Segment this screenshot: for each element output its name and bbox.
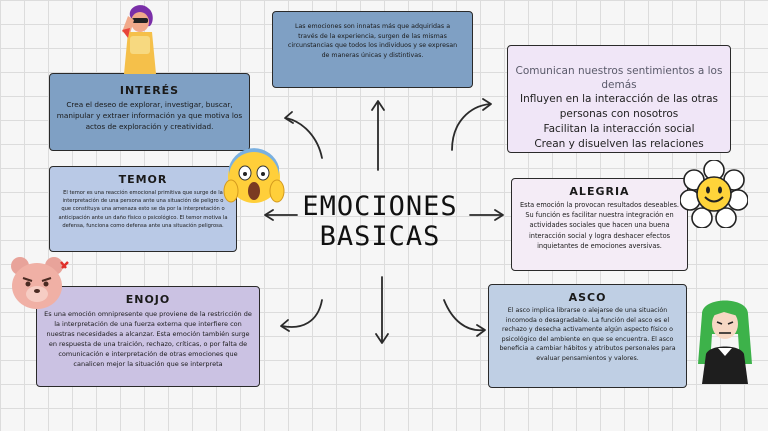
functions-line-1: Comunican nuestros sentimientos a los demás <box>515 65 723 91</box>
intro-text: Las emociones son innatas más que adquiridas a través de la experiencia, surgen de las mismas circunstancias que todos los individuos y se expresan de maneras únicas y distintivas. <box>287 23 458 59</box>
interes-box <box>49 73 250 151</box>
asco-box <box>488 284 687 388</box>
angry-teddy-bear-icon <box>6 254 72 314</box>
functions-box <box>507 45 731 153</box>
temor-heading: TEMOR <box>118 173 168 186</box>
functions-line-5: Crean y disuelven las relaciones <box>534 138 704 150</box>
smiley-flower-icon <box>680 160 748 228</box>
temor-text: El temor es una reacción emocional primitiva que surge de la interpretación de una persona ante una situación de peligro o que constituya una amenaza esto se da por la interpretación o anticipación ante un daño físico o psicológico. El temor motiva la defensa, funciona como defensa ante una situación peligrosa. <box>58 190 228 229</box>
asco-heading: ASCO <box>568 291 607 304</box>
enojo-heading: ENOJO <box>125 293 171 306</box>
alegria-heading: ALEGRIA <box>569 185 630 198</box>
center-title: EMOCIONES BASICAS <box>302 191 458 252</box>
enojo-text: Es una emoción omnipresente que proviene de la restricción de la interpretación de una fuerza externa que interfiere con nuestras necesidades a alcanzar. Esta emoción también surge en respuesta de una traición, rechazo, críticas, o por falta de comunicación e interpretación de otras emociones que canalicen mejor la situación que se interpreta <box>44 310 252 368</box>
alegria-box <box>511 178 688 271</box>
interes-heading: INTERÉS <box>119 84 180 97</box>
functions-line-4: Facilitan la interacción social <box>543 123 695 135</box>
temor-box <box>49 166 237 252</box>
functions-line-3: personas con nosotros <box>559 108 679 120</box>
arrow-to-comunican <box>452 104 490 150</box>
arrow-to-interes <box>286 118 322 158</box>
interes-text: Crea el deseo de explorar, investigar, buscar, manipular y extraer información ya que motiva los actos de exploración y creatividad. <box>56 100 243 131</box>
asco-text: El asco implica librarse o alejarse de una situación incomoda o desagradable. La función del asco es el rechazo y desecha activamente algún aspecto físico o psicológico del ambiente en que se encuentra. El asco beneficia a cambiar hábitos y atributos personales para evaluar pensamientos y valores. <box>499 307 676 362</box>
intro-box <box>272 11 473 88</box>
screaming-emoji-icon <box>223 145 285 211</box>
functions-line-2: Influyen en la interacción de las otras <box>520 93 718 105</box>
arrow-to-enojo <box>282 300 322 327</box>
woman-with-sunglasses-icon <box>108 2 168 74</box>
disgusted-girl-icon <box>694 294 756 384</box>
alegria-text: Esta emoción la provocan resultados deseables. Su función es facilitar nuestra integración en actividades sociales que hacen una buena interacción social y logra deshacer efectos inquietantes de emociones aversivas. <box>519 201 680 250</box>
